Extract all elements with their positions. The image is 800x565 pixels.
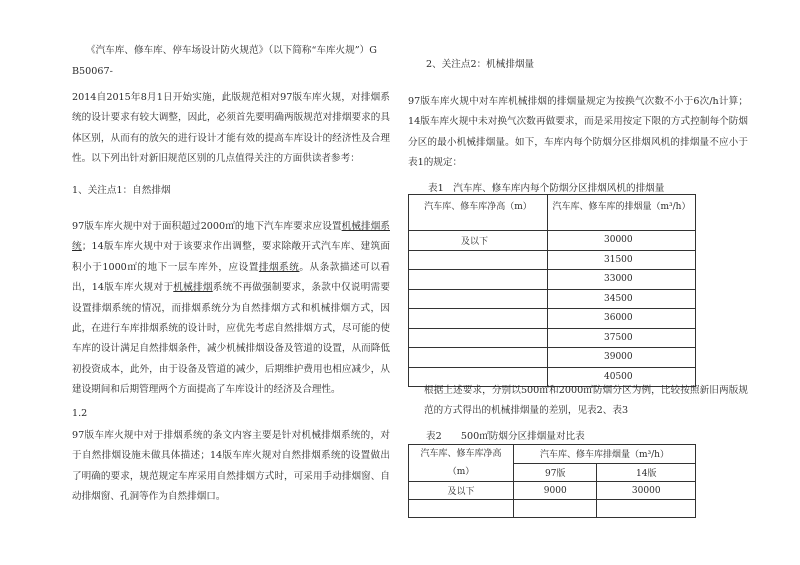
- table-1-volume-cell: 39000: [548, 348, 696, 368]
- table-1-volume-cell: 36000: [548, 309, 696, 329]
- heading-focus-1: 1、关注点1：自然排烟: [72, 185, 171, 196]
- table-2-row-97: 9000: [514, 482, 597, 500]
- paragraph-2-part-c: 。从条款描述可以看出，14版车库火规对于: [72, 261, 391, 294]
- table-2-sub-97: 97版: [514, 463, 597, 482]
- intro-line-2: B50067-: [72, 66, 113, 77]
- table-1-height-cell: [409, 289, 548, 309]
- table-1-volume-cell: 37500: [548, 328, 696, 348]
- link-mechanical-smoke-system: 机械排烟系统: [72, 221, 390, 253]
- table-1-caption: 表1 汽车库、修车库内每个防烟分区排烟风机的排烟量: [428, 183, 665, 194]
- table-1-height-cell: 及以下: [409, 231, 548, 251]
- table-1-row: [409, 289, 696, 309]
- paragraph-3: 97版车库火规中对于排烟系统的条文内容主要是针对机械排烟系统的，对于自然排烟设施未做具体描述；14版车库火规对自然排烟系统的设置做出了明确的要求，规范规定车库采用自然排烟方式时，可采用手动排烟窗、自动排烟窗、孔洞等作为自然排烟口。: [72, 430, 390, 503]
- heading-1-2: 1.2: [72, 408, 88, 419]
- paragraph-4: 97版车库火规中对车库机械排烟的排烟量规定为按换气次数不小于6次/h计算；14版车库火规中未对换气次数再做要求，而是采用按定下限的方式控制每个防烟分区的最小机械排烟量。如下，车库内每个防烟分区排烟风机的排烟量不应小于表1的规定：: [408, 96, 748, 169]
- table-1-row: [409, 348, 696, 368]
- table-1-header-volume: 汽车库、修车库的排烟量（m³/h）: [548, 195, 696, 231]
- table-2-header-row: [409, 445, 696, 464]
- table-1-row: [409, 309, 696, 329]
- table-1-header-row: [409, 195, 696, 231]
- heading-focus-2: 2、关注点2：机械排烟量: [426, 59, 535, 70]
- table-2-row-label: 及以下: [409, 482, 514, 500]
- table-2: [408, 444, 696, 518]
- paragraph-5: 根据上述要求，分别以500㎡和2000㎡防烟分区为例，比较按照新旧两版规范的方式得出的机械排烟量的差别，见表2、表3: [424, 385, 748, 417]
- table-1-volume-cell: 40500: [548, 367, 696, 387]
- table-1-volume-cell: 30000: [548, 231, 696, 251]
- table-1-height-cell: [409, 328, 548, 348]
- paragraph-2-part-a: 97版车库火规中对于面积超过2000㎡的地下汽车库要求应设置: [72, 221, 342, 232]
- table-2-row-14: 30000: [597, 482, 696, 500]
- intro-line-1: 《汽车库、修车库、停车场设计防火规范》（以下简称“车库火规”）G: [86, 45, 377, 56]
- table-1-height-cell: [409, 348, 548, 368]
- table-1: [408, 194, 696, 387]
- table-2-sub-14: 14版: [597, 463, 696, 482]
- paragraph-2-part-d: 系统不再做强制要求，条款中仅说明需要设置排烟系统的情况，而排烟系统分为自然排烟方式和机械排烟方式，因此，在进行车库排烟系统的设计时，应优先考虑自然排烟方式，尽可能的使车库的设计满足自然排烟条件，减少机械排烟设备及管道的设置，从而降低初投资成本，此外，由于设备及管道的减少，后期维护费用也相应减少，从建设期间和后期管理两个方面提高了车库设计的经济及合理性。: [72, 282, 391, 396]
- link-smoke-system: 排烟系统: [258, 261, 300, 273]
- table-2-cell: [597, 500, 696, 518]
- table-2-row-empty: [409, 500, 696, 518]
- table-1-header-height: 汽车库、修车库净高（m）: [409, 195, 548, 231]
- table-1-row: [409, 328, 696, 348]
- table-1-volume-cell: 31500: [548, 250, 696, 270]
- table-1-body: [409, 231, 696, 387]
- paragraph-2-part-b: ；14版车库火规中对于该要求作出调整，要求除敞开式汽车库、建筑面积小于1000㎡的地下一层车库外，应设置: [72, 241, 390, 273]
- table-2-header-height: 汽车库、修车库净高（m）: [409, 445, 514, 482]
- table-2-cell: [514, 500, 597, 518]
- table-1-volume-cell: 33000: [548, 270, 696, 290]
- table-1-row: [409, 231, 696, 251]
- table-2-caption: 表2 500㎡防烟分区排烟量对比表: [426, 431, 585, 442]
- table-1-row: [409, 250, 696, 270]
- link-mechanical-smoke: 机械排烟: [173, 282, 213, 294]
- paragraph-1: 2014自2015年8月1日开始实施，此版规范相对97版车库火规，对排烟系统的设计要求有较大调整，因此，必须首先要明确两版规范对排烟要求的具体区别，从而有的放矢的进行设计才能有效的提高车库设计的经济性及合理性。以下列出针对新旧规范区别的几点值得关注的方面供读者参考：: [72, 92, 390, 165]
- table-1-height-cell: [409, 309, 548, 329]
- table-1-height-cell: [409, 270, 548, 290]
- table-2-row: [409, 482, 696, 500]
- table-2-header-volume: 汽车库、修车库排烟量（m³/h）: [514, 445, 696, 464]
- paragraph-2: [72, 217, 390, 401]
- table-2-cell: [409, 500, 514, 518]
- table-1-row: [409, 270, 696, 290]
- table-1-volume-cell: 34500: [548, 289, 696, 309]
- table-1-height-cell: [409, 250, 548, 270]
